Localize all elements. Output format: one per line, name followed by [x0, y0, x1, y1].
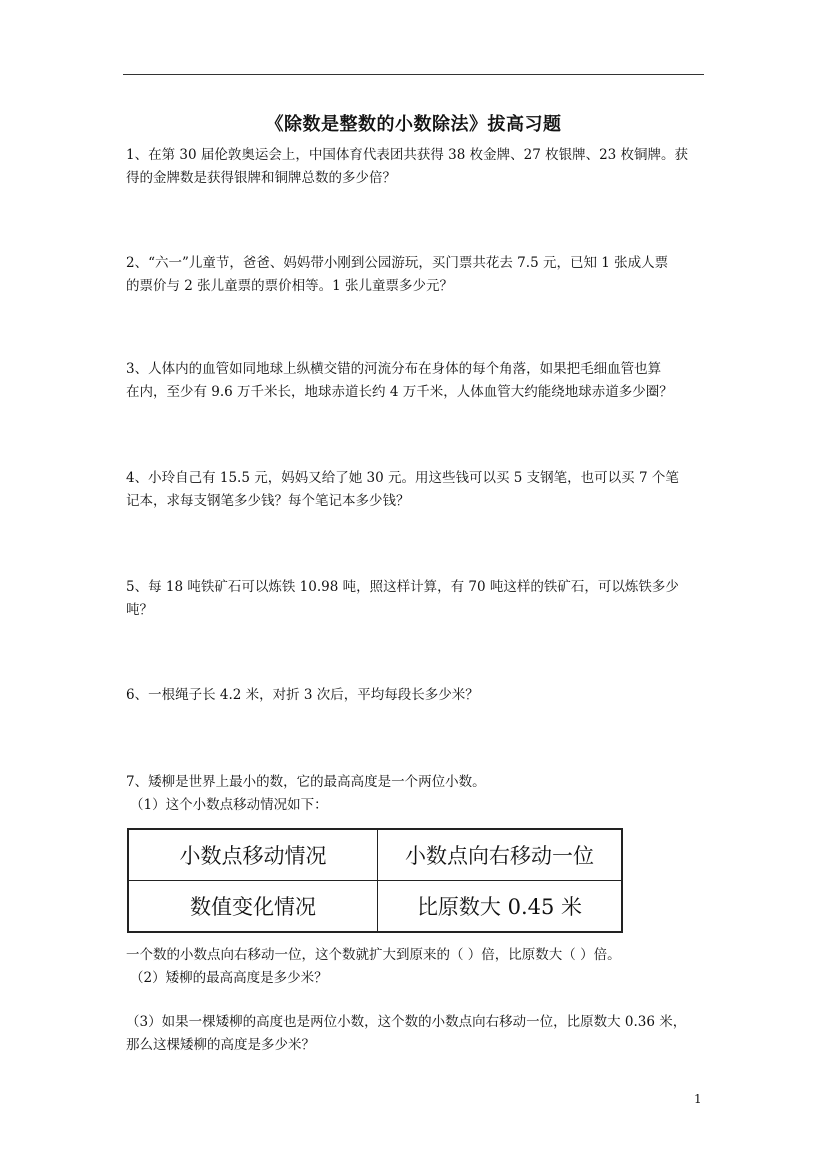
question-2 [126, 252, 706, 298]
header-rule [123, 74, 704, 75]
question-7-part-3 [126, 1011, 706, 1057]
question-4-line-2: 记本，求每支钢笔多少钱？每个笔记本多少钱？ [126, 493, 410, 509]
question-4-line-1: 4、小玲自己有 15.5 元，妈妈又给了她 30 元。用这些钱可以买 5 支钢笔，也可以买 7 个笔 [126, 470, 679, 486]
question-7-line-1: 7、矮柳是世界上最小的数，它的最高高度是一个两位小数。 [126, 774, 486, 790]
question-3-line-1: 3、人体内的血管如同地球上纵横交错的河流分布在身体的每个角落，如果把毛细血管也算 [126, 361, 662, 377]
question-2-line-1: 2、“六一”儿童节，爸爸、妈妈带小刚到公园游玩，买门票共花去 7.5 元，已知 1 张成人票 [126, 255, 669, 271]
question-7-part-3-line-2: 那么这棵矮柳的高度是多少米？ [126, 1037, 315, 1053]
question-2-line-2: 的票价与 2 张儿童票的票价相等。1 张儿童票多少元？ [126, 278, 454, 294]
table-row [128, 829, 622, 881]
question-7 [126, 771, 706, 817]
question-5-line-2: 吨？ [126, 602, 153, 618]
question-1 [126, 144, 706, 190]
question-5-line-1: 5、每 18 吨铁矿石可以炼铁 10.98 吨，照这样计算，有 70 吨这样的铁矿石，可以炼铁多少 [126, 579, 679, 595]
decimal-shift-table [127, 828, 623, 933]
question-7-part-2: （2）矮柳的最高高度是多少米？ [130, 970, 328, 986]
page-title: 《除数是整数的小数除法》拔高习题 [265, 114, 562, 135]
question-7-part-1: （1）这个小数点移动情况如下： [130, 797, 328, 813]
question-6 [126, 684, 706, 707]
question-3-line-2: 在内，至少有 9.6 万千米长，地球赤道长约 4 万千米，人体血管大约能绕地球赤道多少圈？ [126, 384, 673, 400]
table-cell: 数值变化情况 [128, 881, 378, 933]
table-cell: 小数点向右移动一位 [378, 829, 623, 881]
question-7-part-3-line-1: （3）如果一棵矮柳的高度也是两位小数，这个数的小数点向右移动一位，比原数大 0.36 米， [126, 1014, 687, 1030]
page-number: 1 [694, 1092, 702, 1106]
question-5 [126, 576, 706, 622]
question-4 [126, 467, 706, 513]
question-3 [126, 358, 706, 404]
table-cell: 小数点移动情况 [128, 829, 378, 881]
question-1-line-1: 1、在第 30 届伦敦奥运会上，中国体育代表团共获得 38 枚金牌、27 枚银牌、23 枚铜牌。获 [126, 147, 689, 163]
table-row [128, 881, 622, 933]
question-7-continued [126, 944, 706, 990]
question-1-line-2: 得的金牌数是获得银牌和铜牌总数的多少倍？ [126, 170, 396, 186]
question-7-fill-blank: 一个数的小数点向右移动一位，这个数就扩大到原来的（ ）倍，比原数大（ ）倍。 [126, 947, 621, 963]
table-cell: 比原数大 0.45 米 [378, 881, 623, 933]
question-6-line-1: 6、一根绳子长 4.2 米，对折 3 次后，平均每段长多少米？ [126, 687, 479, 703]
